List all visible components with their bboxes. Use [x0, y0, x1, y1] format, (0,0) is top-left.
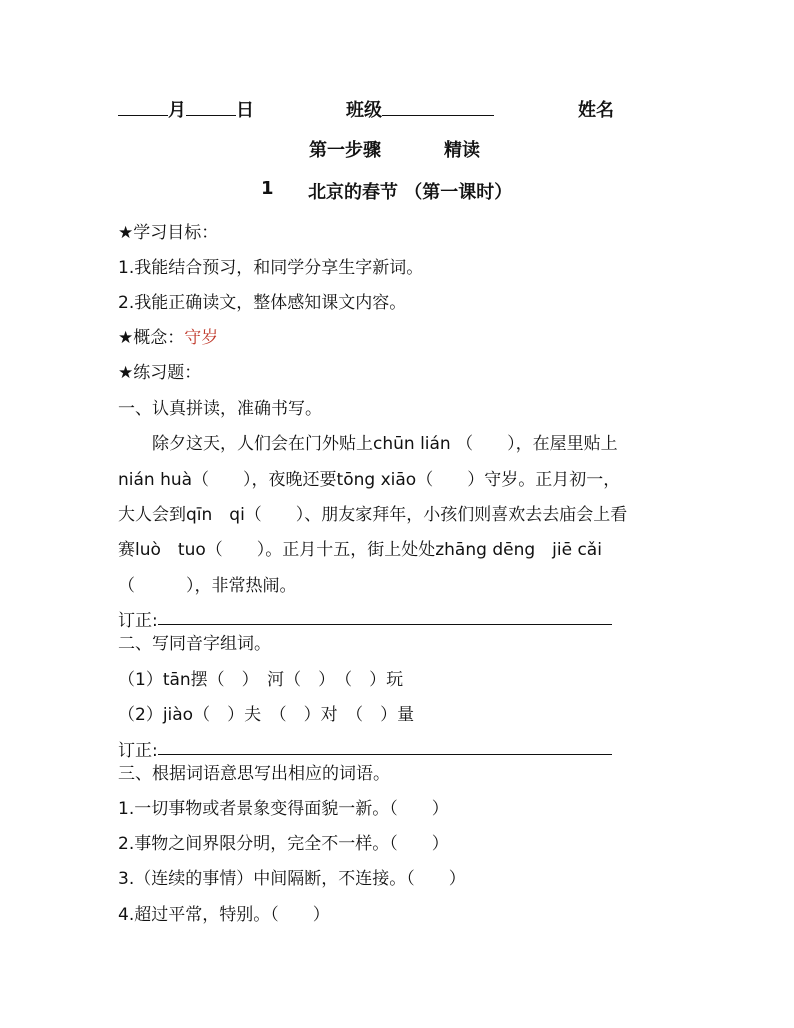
section1-line: 赛luò tuo（ ）。正月十五，街上处处zhāng dēng jiē cǎi	[118, 540, 602, 560]
concept-line	[118, 323, 218, 348]
correction-label-2: 订正:	[118, 741, 158, 761]
class-label: 班级	[346, 100, 382, 121]
name-label: 姓名	[578, 100, 614, 121]
concept-label: ★概念：	[118, 328, 185, 348]
month-blank[interactable]	[118, 97, 168, 116]
correction-line-1[interactable]	[158, 624, 612, 625]
class-blank[interactable]	[382, 97, 494, 116]
section1-line: nián huà（ ），夜晚还要tōng xiāo（ ）守岁。正月初一，	[118, 470, 621, 490]
section3-title: 三、根据词语意思写出相应的词语。	[118, 764, 390, 784]
section1-line: 大人会到qīn qi（ ）、朋友家拜年，小孩们则喜欢去去庙会上看	[118, 505, 628, 525]
practice-heading: ★练习题：	[118, 363, 202, 383]
lesson-title: 北京的春节 （第一课时）	[308, 182, 513, 203]
section1-line: （ ），非常热闹。	[118, 576, 297, 596]
section2-title: 二、写同音字组词。	[118, 634, 271, 654]
objective-item: 2.我能正确读文，整体感知课文内容。	[118, 293, 407, 313]
month-label: 月	[168, 100, 186, 121]
objectives-heading: ★学习目标：	[118, 223, 219, 243]
section3-item: 3.（连续的事情）中间隔断，不连接。（ ）	[118, 869, 466, 889]
section1-title: 一、认真拼读，准确书写。	[118, 399, 322, 419]
section2-line: （1）tān摆（ ） 河（ ） （ ）玩	[118, 670, 404, 690]
section3-item: 1.一切事物或者景象变得面貌一新。（ ）	[118, 799, 449, 819]
correction-line-2[interactable]	[158, 754, 612, 755]
concept-value: 守岁	[184, 328, 219, 348]
section1-line: 除夕这天，人们会在门外贴上chūn lián （ ），在屋里贴上	[152, 434, 618, 454]
section2-line: （2）jiào（ ）夫 （ ）对 （ ）量	[118, 705, 415, 725]
step-title: 第一步骤	[309, 140, 381, 161]
day-blank[interactable]	[186, 97, 236, 116]
date-class-name-header	[118, 96, 254, 122]
lesson-number: 1	[261, 178, 274, 199]
class-field	[346, 96, 494, 122]
day-label: 日	[236, 100, 254, 121]
section3-item: 4.超过平常，特别。（ ）	[118, 905, 330, 925]
objective-item: 1.我能结合预习，和同学分享生字新词。	[118, 258, 424, 278]
step-mode: 精读	[444, 140, 480, 161]
correction-label-1: 订正:	[118, 611, 158, 631]
section3-item: 2.事物之间界限分明，完全不一样。（ ）	[118, 834, 449, 854]
